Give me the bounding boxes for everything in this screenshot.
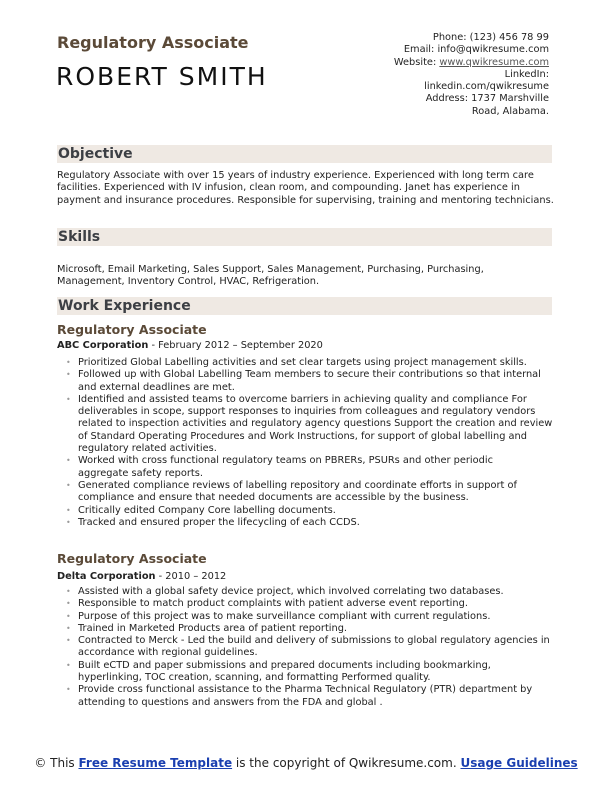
skills-text: Microsoft, Email Marketing, Sales Support, Sales Management, Purchasing, Purchasing, Management, Inventory Control, HVAC, Refrigeration. — [57, 264, 484, 288]
skills-heading: Skills — [57, 228, 552, 246]
job-company — [57, 571, 226, 582]
usage-guidelines-link[interactable]: Usage Guidelines — [460, 756, 578, 770]
job-dates: - 2010 – 2012 — [155, 571, 227, 582]
footer-prefix: © This — [34, 756, 79, 770]
job-bullets — [66, 357, 556, 529]
job-dates: - February 2012 – September 2020 — [148, 340, 323, 351]
linkedin: linkedin.com/qwikresume — [424, 81, 549, 93]
job-company — [57, 340, 323, 351]
website-link[interactable]: www.qwikresume.com — [439, 56, 549, 68]
list-item: • Identified and assisted teams to overcome barriers in achieving quality and compliance For deliverables in scope, support responses to inquiries from colleagues and regulatory vendors related to inspection activities and regulatory agency questions Support the creation and review of Standard Operating Procedures and Work Instructions, for support of global labelling and regulatory related activities. — [66, 394, 556, 455]
linkedin-label: LinkedIn: — [504, 68, 549, 80]
job-title: Regulatory Associate — [57, 322, 207, 337]
list-item: • Generated compliance reviews of labelling repository and coordinate efforts in support of compliance and ensure that needed documents are accessible by the business. — [66, 480, 556, 505]
job-title: Regulatory Associate — [57, 551, 207, 566]
list-item: • Purpose of this project was to make surveillance compliant with current regulations. — [66, 611, 556, 623]
candidate-name: ROBERT SMITH — [56, 62, 268, 91]
list-item: • Contracted to Merck - Led the build and delivery of submissions to global regulatory agencies in accordance with regional guidelines. — [66, 635, 556, 660]
list-item: • Built eCTD and paper submissions and prepared documents including bookmarking, hyperlinking, TOC creation, scanning, and formatting Performed quality. — [66, 660, 556, 685]
free-resume-template-link[interactable]: Free Resume Template — [78, 756, 233, 770]
objective-heading: Objective — [57, 145, 552, 163]
list-item: • Responsible to match product complaints with patient adverse event reporting. — [66, 598, 556, 610]
footer — [0, 757, 612, 770]
list-item: • Trained in Marketed Products area of patient reporting. — [66, 623, 556, 635]
website-label: Website: — [393, 56, 440, 68]
resume-title: Regulatory Associate — [57, 33, 249, 52]
list-item: • Critically edited Company Core labelling documents. — [66, 505, 556, 517]
company-name: Delta Corporation — [57, 571, 156, 582]
address: Address: 1737 Marshville Road, Alabama. — [425, 93, 549, 117]
objective-text: Regulatory Associate with over 15 years of industry experience. Experienced with long term care facilities. Experienced with IV infusion, clean room, and compounding. Janet has experience in payment and insurance procedures. Responsible for supervising, training and mentoring technicians. — [57, 170, 554, 206]
phone: Phone: (123) 456 78 99 — [432, 32, 549, 43]
work-experience-heading: Work Experience — [57, 297, 552, 315]
list-item: • Tracked and ensured proper the lifecycling of each CCDS. — [66, 517, 556, 529]
list-item: • Provide cross functional assistance to the Pharma Technical Regulatory (PTR) department by attending to questions and answers from the FDA and global . — [66, 684, 556, 709]
company-name: ABC Corporation — [57, 340, 149, 351]
list-item: • Prioritized Global Labelling activities and set clear targets using project management skills. — [66, 357, 556, 369]
list-item: • Assisted with a global safety device project, which involved correlating two databases. — [66, 586, 556, 598]
list-item: • Worked with cross functional regulatory teams on PBRERs, PSURs and other periodic aggregate safety reports. — [66, 455, 556, 480]
job-bullets — [66, 586, 556, 709]
contact-info — [349, 32, 549, 118]
email: Email: info@qwikresume.com — [403, 44, 549, 56]
footer-middle: is the copyright of Qwikresume.com. — [232, 756, 461, 770]
list-item: • Followed up with Global Labelling Team members to secure their contributions so that internal and external deadlines are met. — [66, 369, 556, 394]
